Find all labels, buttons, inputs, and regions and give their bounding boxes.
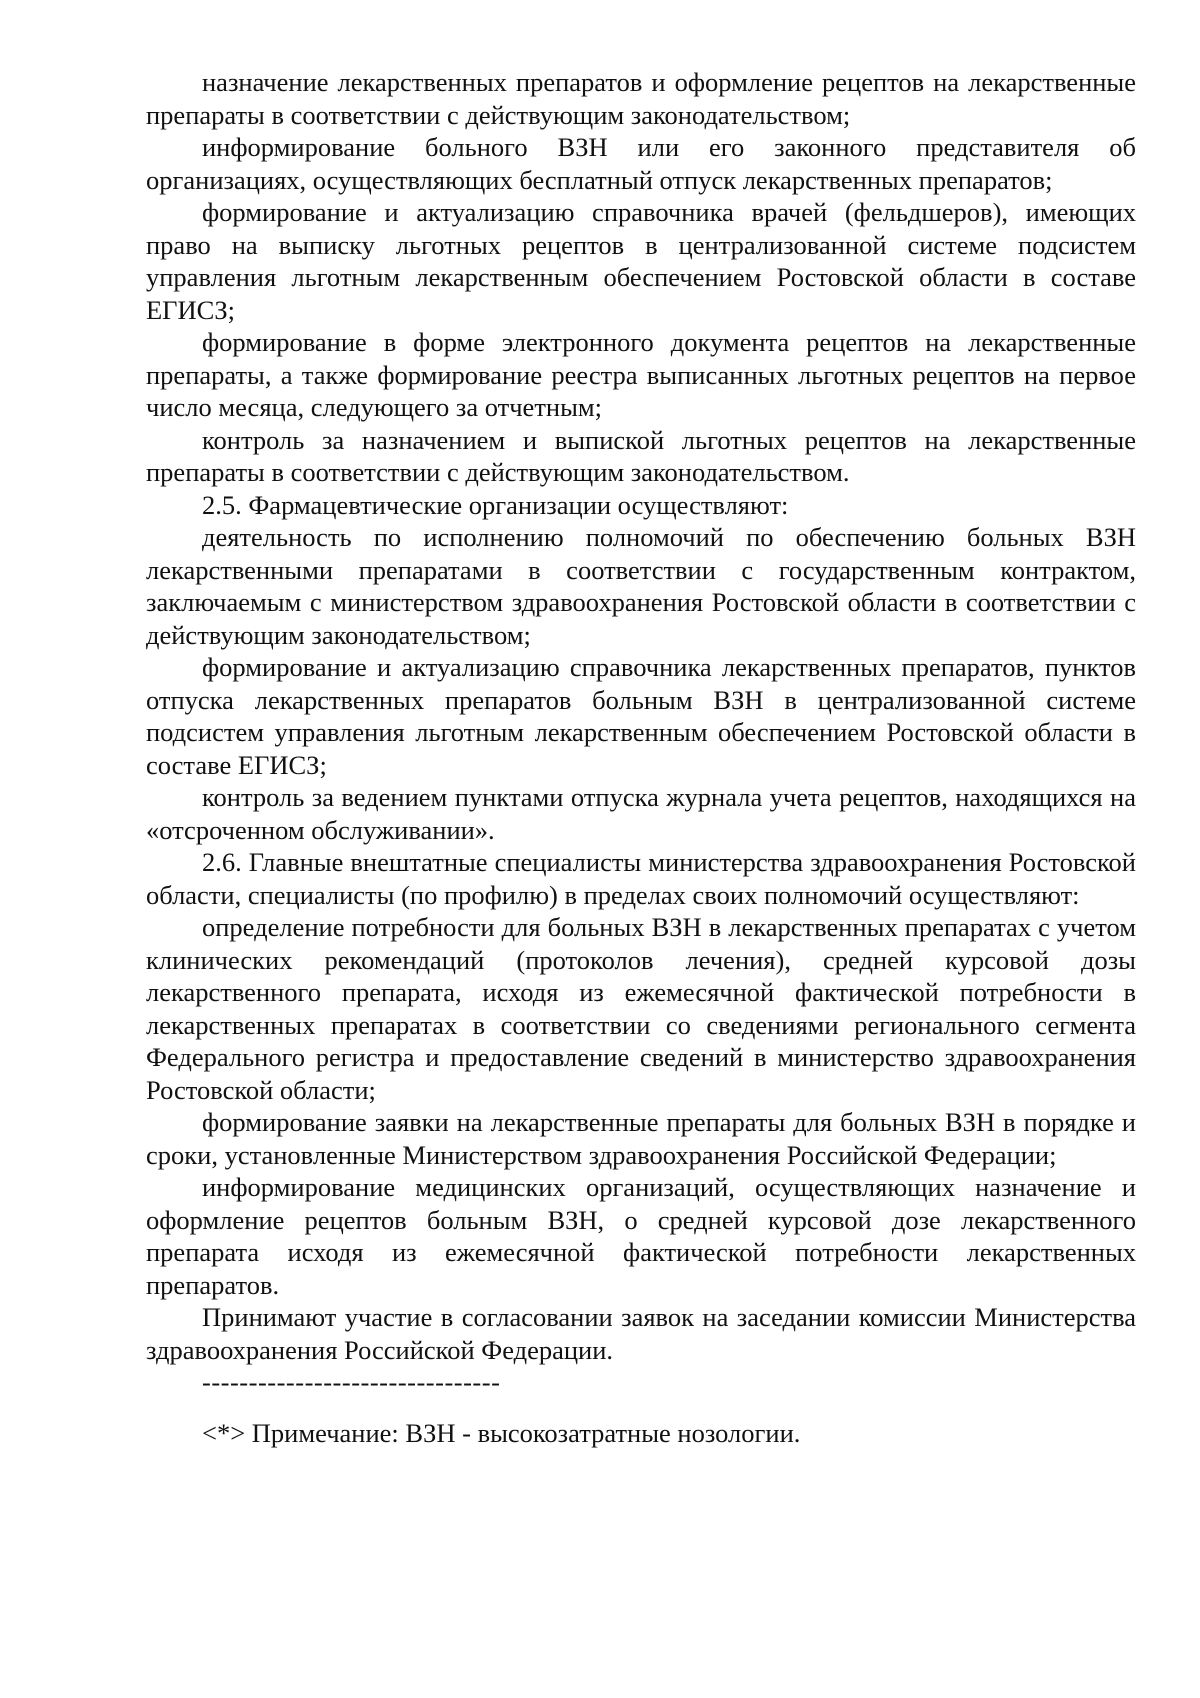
paragraph-doctors-directory: формирование и актуализацию справочника врачей (фельдшеров), имеющих право на выписку льготных рецептов в централизованной системе подсистем управления льготным лекарственным обеспечением Ростовской области в составе ЕГИСЗ; — [146, 197, 1136, 325]
section-heading-2-5: 2.5. Фармацевтические организации осуществляют: — [202, 489, 789, 520]
paragraph-informing-organizations: информирование медицинских организаций, осуществляющих назначение и оформление рецептов больным ВЗН, о средней курсовой дозе лекарственного препарата исходя из ежемесячной фактической потребности лекарственных препаратов. — [146, 1172, 1136, 1300]
paragraph-prescription-control: контроль за назначением и выпиской льготных рецептов на лекарственные препараты в соответствии с действующим законодательством. — [146, 424, 1136, 487]
paragraph-prescribing: назначение лекарственных препаратов и оформление рецептов на лекарственные препараты в соответствии с действующим законодательством; — [146, 67, 1136, 130]
paragraph-journal-control: контроль за ведением пунктами отпуска журнала учета рецептов, находящихся на «отсроченном обслуживании». — [146, 782, 1136, 845]
paragraph-electronic-prescriptions: формирование в форме электронного документа рецептов на лекарственные препараты, а также формирование реестра выписанных льготных рецептов на первое число месяца, следующего за отчетным; — [146, 327, 1136, 422]
paragraph-needs-determination: определение потребности для больных ВЗН в лекарственных препаратах с учетом клинических рекомендаций (протоколов лечения), средней курсовой дозы лекарственного препарата, исходя из ежемесячной фактической потребности в лекарственных препаратах в соответствии со сведениями регионального сегмента Федерального регистра и предоставление сведений в министерство здравоохранения Ростовской области; — [146, 912, 1136, 1105]
paragraph-informing-patient: информирование больного ВЗН или его законного представителя об организациях, осуществляющих бесплатный отпуск лекарственных препаратов; — [146, 132, 1136, 195]
paragraph-drugs-directory: формирование и актуализацию справочника лекарственных препаратов, пунктов отпуска лекарственных препаратов больным ВЗН в централизованной системе подсистем управления льготным лекарственным обеспечением Ростовской области в составе ЕГИСЗ; — [146, 652, 1136, 780]
footnote-separator: -------------------------------- — [202, 1367, 501, 1397]
section-heading-2-6: 2.6. Главные внештатные специалисты министерства здравоохранения Ростовской области, специалисты (по профилю) в пределах своих полномочий осуществляют: — [146, 847, 1136, 910]
document-page — [146, 66, 1136, 1449]
footnote: <*> Примечание: ВЗН - высокозатратные нозологии. — [202, 1417, 801, 1448]
paragraph-application-forming: формирование заявки на лекарственные препараты для больных ВЗН в порядке и сроки, установленные Министерством здравоохранения Российской Федерации; — [146, 1107, 1136, 1170]
paragraph-pharmacy-activity: деятельность по исполнению полномочий по обеспечению больных ВЗН лекарственными препаратами в соответствии с государственным контрактом, заключаемым с министерством здравоохранения Ростовской области в соответствии с действующим законодательством; — [146, 522, 1136, 650]
paragraph-commission-participation: Принимают участие в согласовании заявок на заседании комиссии Министерства здравоохранения Российской Федерации. — [146, 1302, 1136, 1365]
